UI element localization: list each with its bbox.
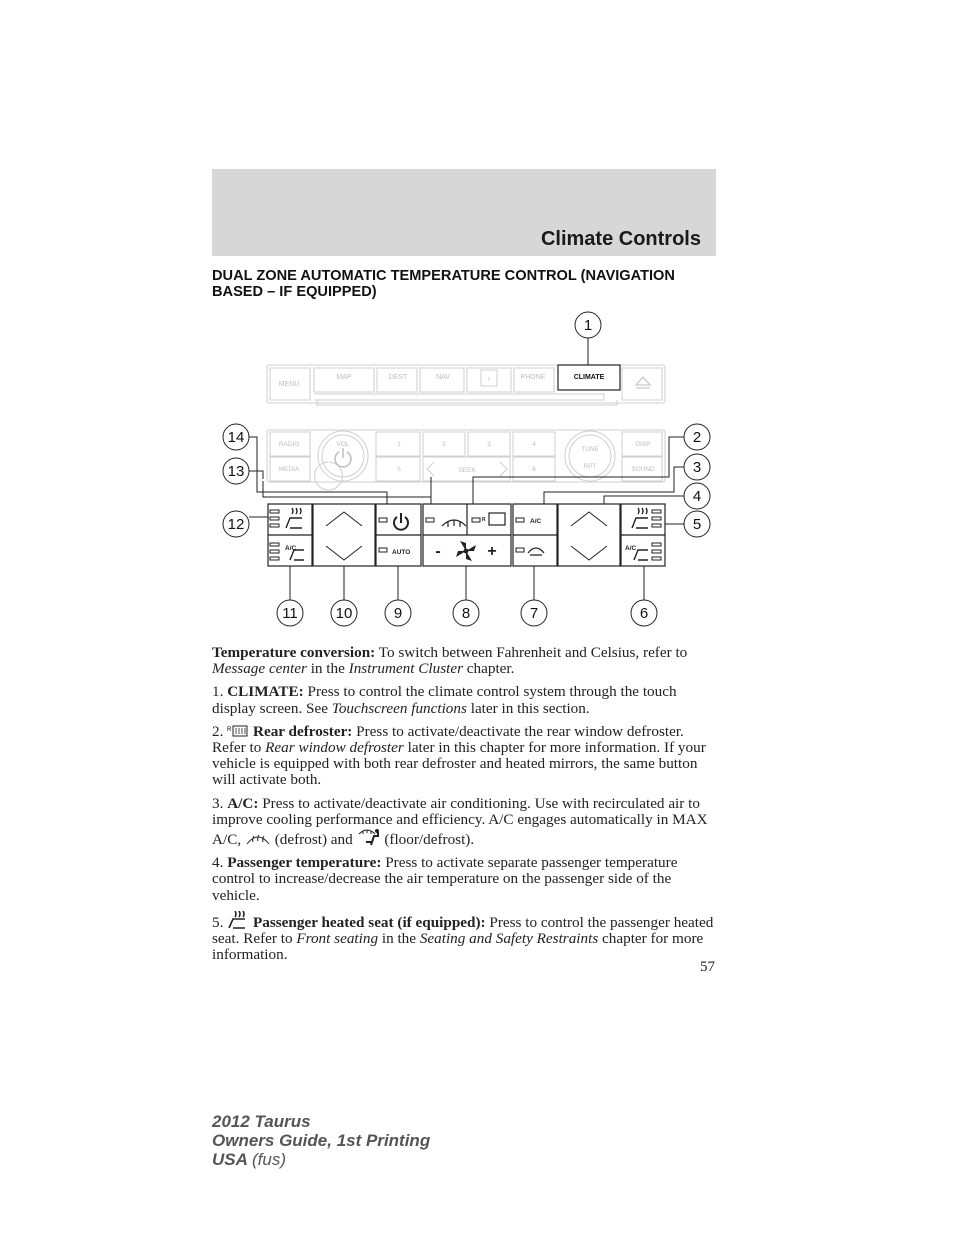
front-seating-ref: Front seating: [296, 930, 379, 948]
media-label: MEDIA: [278, 466, 300, 473]
item-1-label: CLIMATE:: [227, 683, 304, 701]
callout-11: [277, 600, 303, 626]
item-1-text: Press to control the climate control system through the touch display screen. See: [212, 683, 677, 717]
dest-label: DEST: [388, 374, 408, 381]
rpt-label: RPT: [583, 463, 597, 470]
seat-ac-label-left: A/C: [285, 545, 297, 552]
footer-line-1: 2012 Taurus: [212, 1112, 311, 1131]
temp-conv-text: in the: [306, 660, 349, 678]
svg-text:5: 5: [692, 516, 702, 533]
section-heading: DUAL ZONE AUTOMATIC TEMPERATURE CONTROL (NAVIGATION BASED – IF EQUIPPED): [212, 268, 675, 300]
item-3-text: (floor/defrost).: [380, 831, 475, 849]
item-1-text: later in this section.: [466, 699, 590, 717]
footer-line-3: [212, 1150, 430, 1169]
footer-line-2: Owners Guide, 1st Printing: [212, 1131, 431, 1150]
tune-label: TUNE: [581, 446, 599, 453]
svg-text:11: 11: [282, 605, 298, 622]
rear-defrost-icon: [227, 724, 249, 738]
callout-7: [521, 600, 547, 626]
temperature-conversion-paragraph: [212, 645, 718, 677]
item-4-paragraph: [212, 855, 718, 904]
heated-seat-icon: [227, 911, 249, 929]
item-2-text: Press to activate/deactivate the rear window defroster. Refer to: [212, 722, 684, 757]
climate-label: CLIMATE: [573, 374, 605, 381]
svg-text:10: 10: [335, 605, 353, 622]
svg-text:1: 1: [583, 317, 593, 334]
sound-label: SOUND: [631, 466, 655, 473]
item-3-label: A/C:: [227, 794, 259, 812]
callout-2: [684, 424, 710, 450]
item-2-label: Rear defroster:: [252, 722, 353, 740]
disp-label: DISP: [635, 441, 651, 448]
item-5-label: Passenger heated seat (if equipped):: [252, 913, 486, 931]
temp-conv-text: To switch between Fahrenheit and Celsius, refer to: [375, 644, 688, 661]
svg-text:7: 7: [529, 605, 539, 622]
item-2-text: later in this chapter for more information. If your vehicle is equipped with both rear defroster and heated mirrors, the same button will activate both.: [212, 739, 706, 789]
item-number: 2.: [212, 722, 228, 740]
power-icon: [335, 448, 351, 467]
body-text: [212, 645, 718, 970]
temp-conv-label: Temperature conversion:: [212, 644, 376, 661]
preset-3: 3: [487, 441, 491, 448]
page-number: 57: [700, 959, 715, 975]
item-3-text: Press to activate/deactivate air conditioning. Use with recirculated air to improve cooling performance and efficiency. A/C engages automatically in MAX A/C,: [212, 794, 708, 849]
footer-region: (fus): [252, 1150, 286, 1169]
svg-text:6: 6: [639, 605, 649, 622]
item-1-paragraph: [212, 684, 718, 716]
item-number: 3.: [212, 794, 228, 812]
preset-4: 4: [532, 441, 536, 448]
item-5-text: in the: [378, 930, 420, 948]
nav-label: NAV: [436, 374, 450, 381]
preset-1: 1: [397, 441, 401, 448]
floor-defrost-icon: [357, 828, 381, 846]
svg-text:13: 13: [227, 463, 245, 480]
rear-label: R: [482, 517, 486, 523]
footer-country: USA: [212, 1150, 248, 1169]
callout-13: [223, 458, 249, 484]
map-label: MAP: [336, 374, 352, 381]
phone-label: PHONE: [520, 374, 546, 381]
callout-6: [631, 600, 657, 626]
item-4-label: Passenger temperature:: [227, 854, 382, 872]
fan-minus-label: -: [435, 543, 441, 560]
item-3-text: (defrost) and: [270, 831, 357, 849]
rear-window-defroster-ref: Rear window defroster: [265, 739, 404, 757]
callout-4: [684, 483, 710, 509]
item-5-text: chapter for more information.: [212, 930, 704, 964]
footer: [212, 1112, 430, 1169]
preset-5: 5: [397, 466, 401, 473]
audio-panel: [267, 430, 665, 490]
chapter-title: Climate Controls: [540, 228, 701, 250]
temp-conv-text: chapter.: [463, 660, 515, 678]
item-number: 1.: [212, 683, 228, 701]
callout-1: [575, 312, 601, 338]
svg-text:14: 14: [227, 429, 245, 446]
menu-label: MENU: [278, 381, 300, 388]
touchscreen-functions-ref: Touchscreen functions: [331, 699, 467, 717]
info-label: i: [488, 376, 490, 383]
svg-text:12: 12: [227, 516, 245, 533]
callout-14: [223, 424, 249, 450]
svg-text:3: 3: [692, 459, 702, 476]
auto-label: AUTO: [392, 549, 411, 556]
fan-plus-label: +: [487, 543, 497, 560]
svg-text:8: 8: [461, 605, 471, 622]
callout-5: [684, 511, 710, 537]
radio-label: RADIO: [278, 441, 300, 448]
seat-ac-label-right: A/C: [625, 545, 637, 552]
item-number: 4.: [212, 854, 228, 872]
callout-3: [684, 454, 710, 480]
svg-text:4: 4: [692, 488, 702, 505]
instrument-cluster-ref: Instrument Cluster: [348, 660, 463, 678]
ac-label: A/C: [530, 518, 542, 525]
item-3-paragraph: [212, 796, 718, 849]
callout-12: [223, 511, 249, 537]
item-4-text: Press to activate separate passenger temperature control to increase/decrease the air temperature on the passenger side of the vehicle.: [212, 854, 678, 904]
preset-2: 2: [442, 441, 446, 448]
item-number: 5.: [212, 913, 228, 931]
message-center-ref: Message center: [212, 660, 307, 678]
eject-icon: [636, 377, 650, 388]
rear-letter: R: [227, 726, 232, 733]
item-5-text: Press to control the passenger heated seat. Refer to: [212, 913, 714, 948]
item-5-paragraph: [212, 911, 718, 964]
callout-8: [453, 600, 479, 626]
vol-label: VOL: [336, 441, 350, 448]
item-2-paragraph: [212, 724, 718, 789]
svg-text:9: 9: [393, 605, 403, 622]
callout-9: [385, 600, 411, 626]
header-band: [212, 169, 716, 256]
climate-control-diagram: [212, 310, 722, 630]
svg-text:2: 2: [692, 429, 702, 446]
seek-label: SEEK: [458, 467, 476, 474]
callout-10: [331, 600, 357, 626]
defrost-icon: [245, 830, 271, 846]
seating-safety-ref: Seating and Safety Restraints: [419, 930, 599, 948]
preset-6: 6: [532, 466, 536, 473]
